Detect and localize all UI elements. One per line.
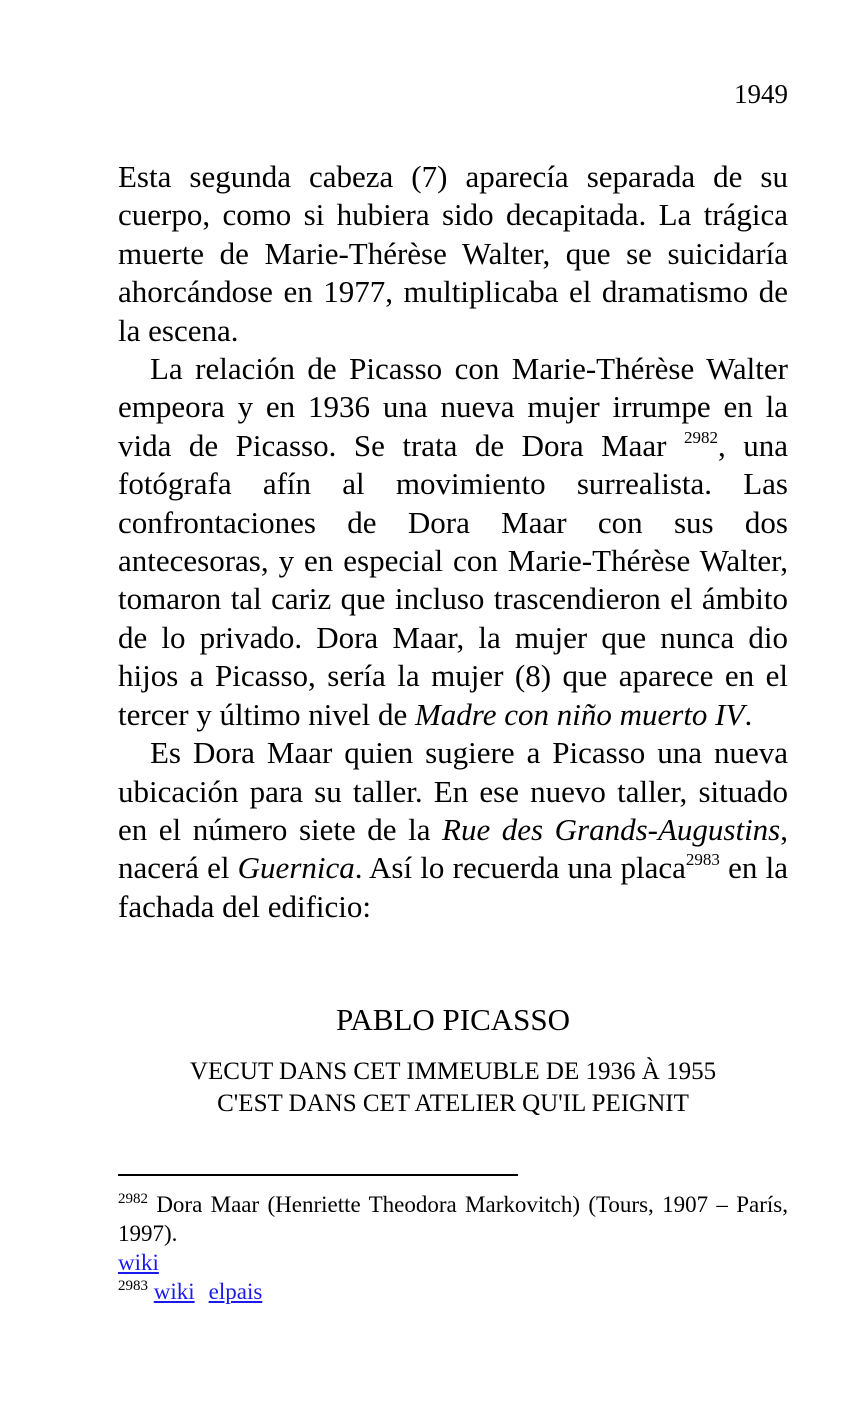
paragraph-3-text-1: Es Dora Maar quien sugiere a Picasso una nueva ubicación para su taller. En ese nuevo taller, situado en el número siete de la: [118, 735, 788, 847]
paragraph-2-text-middle: , una fotógrafa afín al movimiento surrealista. Las confrontaciones de Dora Maar con sus dos antecesoras, y en especial con Marie-Thérèse Walter, tomaron tal cariz que incluso trascendieron el ámbito de lo privado. Dora Maar, la mujer que nunca dio hijos a Picasso, sería la mujer (8) que aparece en el tercer y último nivel de: [118, 427, 788, 732]
artwork-title-madre-con-nino-muerto: Madre con niño muerto IV: [414, 696, 745, 732]
footnote-2983-elpais-link[interactable]: elpais: [208, 1279, 263, 1304]
footnotes: [118, 1190, 788, 1306]
footnote-ref-2983[interactable]: 2983: [685, 850, 720, 870]
footnote-number-2982: 2982: [118, 1191, 148, 1207]
street-name: Rue des Grands-Augustins: [442, 811, 781, 847]
paragraph-1-text: Esta segunda cabeza (7) aparecía separada de su cuerpo, como si hubiera sido decapitada. La trágica muerte de Marie-Thérèse Walter, que se suicidaría ahorcándose en 1977, multiplicaba el dramatismo de la escena.: [118, 159, 788, 348]
plaque-title: PABLO PICASSO: [335, 1002, 571, 1037]
paragraph-2-text-start: La relación de Picasso con Marie-Thérèse Walter empeora y en 1936 una nueva mujer irrumpe en la vida de Picasso. Se trata de Dora Maar: [118, 351, 788, 463]
footnote-2983: [118, 1277, 788, 1306]
body-text: [118, 158, 788, 926]
paragraph-3-text-2: , nacerá el: [118, 811, 788, 886]
page-number: 1949: [734, 79, 788, 109]
footnote-2982: [118, 1190, 788, 1248]
footnote-2982-text: Dora Maar (Henriette Theodora Markovitch) (Tours, 1907 – París, 1997).: [118, 1192, 788, 1246]
paragraph-3-text-3: . Así lo recuerda una placa: [354, 850, 686, 886]
footnote-2983-wiki-link[interactable]: wiki: [153, 1279, 195, 1304]
paragraph-2: [118, 350, 788, 734]
plaque-line-1: VECUT DANS CET IMMEUBLE DE 1936 À 1955: [189, 1058, 717, 1085]
plaque-inscription: [118, 1000, 788, 1120]
paragraph-3-text-4: en la fachada del edificio:: [118, 850, 788, 924]
footnote-2982-wiki-link[interactable]: wiki: [118, 1250, 159, 1275]
paragraph-3: [118, 734, 788, 926]
artwork-title-guernica: Guernica: [237, 850, 355, 886]
footnote-2982-links: [118, 1248, 788, 1277]
paragraph-1: [118, 158, 788, 350]
footnote-number-2983: 2983: [118, 1278, 148, 1294]
footnote-ref-2982[interactable]: 2982: [684, 427, 718, 447]
footnote-separator: [118, 1174, 518, 1176]
plaque-line-2: C'EST DANS CET ATELIER QU'IL PEIGNIT: [217, 1090, 689, 1117]
paragraph-2-period: .: [744, 696, 753, 732]
